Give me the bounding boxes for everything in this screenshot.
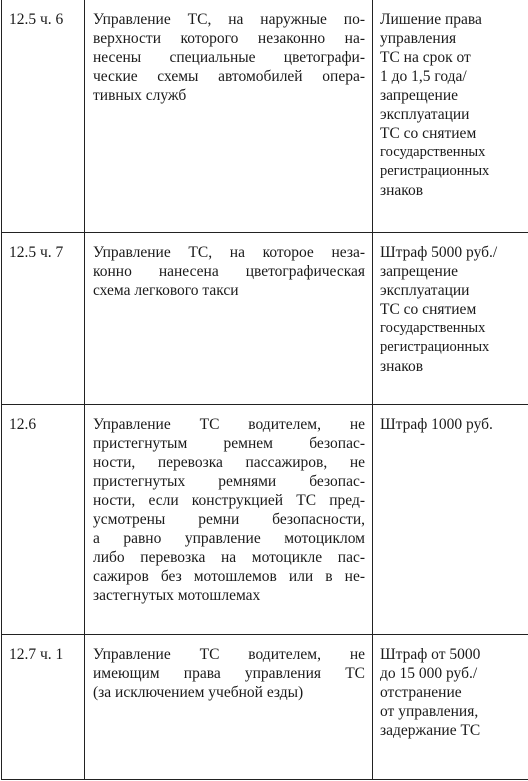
penalty-line: запрещение bbox=[380, 262, 459, 280]
description-line: тивных служб bbox=[93, 87, 187, 104]
penalty-line: регистрационных bbox=[380, 338, 490, 355]
penalty-line: до 15 000 руб./ bbox=[380, 664, 478, 682]
penalty-line: Лишение права bbox=[380, 11, 482, 28]
article-cell bbox=[2, 0, 85, 232]
offense-description bbox=[85, 233, 372, 300]
penalty-cell bbox=[373, 634, 528, 779]
description-line: застегнутых мотошлемах bbox=[93, 586, 261, 604]
article-cell bbox=[2, 634, 85, 779]
penalty-cell bbox=[373, 232, 528, 404]
penalty-line: запрещение bbox=[380, 87, 459, 104]
description-line: либо перевозка на мотоцикле пас- bbox=[93, 548, 365, 566]
penalty-line: от управления, bbox=[380, 702, 479, 720]
description-line: ческие схемы автомобилей опера- bbox=[93, 68, 365, 85]
description-cell bbox=[85, 0, 373, 232]
penalty-line: государственных bbox=[380, 144, 486, 160]
article-number: 12.5 ч. 7 bbox=[9, 243, 64, 261]
penalty-text bbox=[373, 233, 528, 376]
penalty-line: Штраф 1000 руб. bbox=[380, 415, 493, 433]
table-row bbox=[2, 634, 528, 779]
penalty-cell bbox=[373, 404, 528, 634]
offense-description bbox=[85, 0, 372, 105]
table-row bbox=[2, 0, 528, 232]
description-line: пристегнутым ремнем безопас- bbox=[93, 434, 365, 452]
description-cell bbox=[85, 634, 373, 779]
penalty-cell bbox=[373, 0, 528, 232]
penalty-line: ТС со снятием bbox=[380, 125, 477, 142]
penalty-line: знаков bbox=[380, 357, 424, 375]
penalty-line: задержание ТС bbox=[380, 721, 481, 739]
offense-description bbox=[85, 635, 372, 702]
description-line: конно нанесена цветографическая bbox=[93, 262, 365, 280]
penalty-line: ТС со снятием bbox=[380, 300, 477, 318]
penalty-line: Штраф 5000 руб./ bbox=[380, 243, 498, 261]
article-number: 12.6 bbox=[9, 415, 37, 433]
offense-description bbox=[85, 405, 372, 605]
description-cell bbox=[85, 232, 373, 404]
description-line: сажиров без мотошлемов или в не- bbox=[93, 567, 365, 585]
description-line: ности, перевозка пассажиров, не bbox=[93, 453, 365, 471]
penalty-line: Штраф от 5000 bbox=[380, 645, 481, 663]
penalty-line: управления bbox=[380, 30, 457, 47]
description-line: а равно управление мотоциклом bbox=[93, 529, 365, 547]
article-cell bbox=[2, 232, 85, 404]
penalty-line: государственных bbox=[380, 319, 486, 336]
penalty-line: 1 до 1,5 года/ bbox=[380, 68, 467, 85]
description-line: несены специальные цветографи- bbox=[93, 49, 365, 66]
table-row bbox=[2, 232, 528, 404]
penalty-line: регистрационных bbox=[380, 163, 490, 179]
description-line: (за исключением учебной езды) bbox=[93, 683, 304, 701]
description-line: Управление ТС, на наружные по- bbox=[93, 11, 365, 28]
penalty-line: отстранение bbox=[380, 683, 462, 701]
penalty-line: ТС на срок от bbox=[380, 49, 471, 66]
article-cell bbox=[2, 404, 85, 634]
description-line: усмотрены ремни безопасности, bbox=[93, 510, 365, 528]
penalty-text bbox=[373, 405, 528, 434]
description-line: пристегнутых ремнями безопас- bbox=[93, 472, 365, 490]
article-number: 12.5 ч. 6 bbox=[9, 11, 64, 28]
penalty-text bbox=[373, 635, 528, 740]
penalty-text bbox=[373, 0, 528, 200]
description-cell bbox=[85, 404, 373, 634]
description-line: Управление ТС водителем, не bbox=[93, 415, 365, 433]
penalty-line: знаков bbox=[380, 182, 424, 199]
fines-table bbox=[1, 0, 528, 780]
description-line: ности, если конструкцией ТС пред- bbox=[93, 491, 365, 509]
article-number: 12.7 ч. 1 bbox=[9, 645, 64, 663]
penalty-line: эксплуатации bbox=[380, 106, 470, 123]
description-line: Управление ТС, на которое неза- bbox=[93, 243, 365, 261]
table-row bbox=[2, 404, 528, 634]
description-line: схема легкового такси bbox=[93, 281, 239, 299]
description-line: имеющим права управления ТС bbox=[93, 664, 365, 682]
description-line: верхности которого незаконно на- bbox=[93, 30, 365, 47]
description-line: Управление ТС водителем, не bbox=[93, 645, 365, 663]
penalty-line: эксплуатации bbox=[380, 281, 470, 299]
